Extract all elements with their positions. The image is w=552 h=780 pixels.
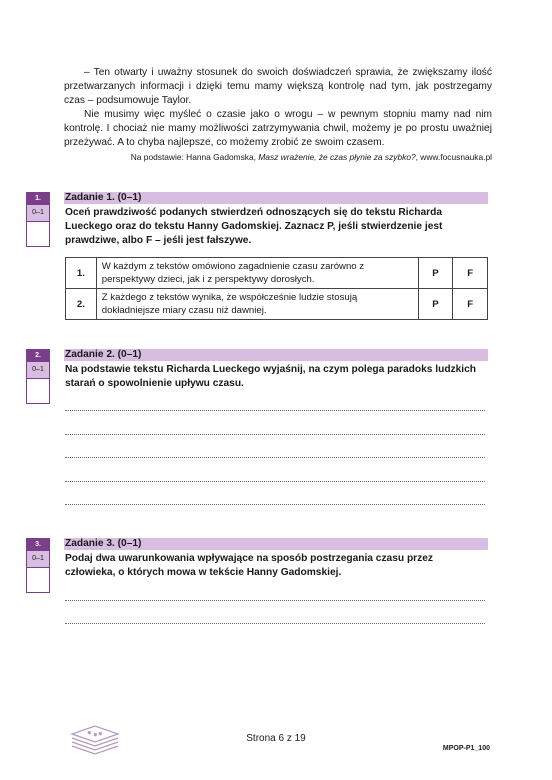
true-false-table <box>65 257 488 320</box>
exam-code: MPOP-P1_100 <box>442 745 490 752</box>
answer-p-option[interactable]: P <box>418 258 453 289</box>
table-row <box>66 289 488 320</box>
task-score-box <box>26 349 50 404</box>
source-title: Masz wrażenie, że czas płynie za szybko? <box>258 152 416 162</box>
task-points: 0–1 <box>27 205 49 222</box>
task-points: 0–1 <box>27 551 49 568</box>
task-number: 2. <box>27 350 49 362</box>
source-citation <box>64 152 492 162</box>
answer-f-option[interactable]: F <box>453 258 488 289</box>
row-number: 1. <box>66 258 97 289</box>
task-heading: Zadanie 3. (0–1) <box>64 538 488 550</box>
task-question: Na podstawie tekstu Richarda Lueckego wyjaśnij, na czym polega paradoks ludzkich starań o spowolnienie upływu czasu. <box>65 364 477 389</box>
row-statement: Z każdego z tekstów wynika, że współcześnie ludzie stosują dokładniejsze miary czasu niż dawniej. <box>96 289 418 320</box>
task-question: Oceń prawdziwość podanych stwierdzeń odnoszących się do tekstu Richarda Lueckego oraz do tekstu Hanny Gadomskiej. Zaznacz P, jeśli stwierdzenie jest prawdziwe, albo F – jeśli jest fałszywe. <box>65 207 443 246</box>
source-suffix: , www.focusnauka.pl <box>415 152 492 162</box>
task-heading: Zadanie 1. (0–1) <box>64 192 488 204</box>
table-row <box>66 258 488 289</box>
answer-line[interactable] <box>65 434 485 435</box>
task-question: Podaj dwa uwarunkowania wpływające na sposób postrzegania czasu przez człowieka, o których mowa w tekście Hanny Gadomskiej. <box>65 553 433 578</box>
row-statement: W każdym z tekstów omówiono zagadnienie czasu zarówno z perspektywy dzieci, jak i z perspektywy dorosłych. <box>96 258 418 289</box>
answer-f-option[interactable]: F <box>453 289 488 320</box>
task-number: 3. <box>27 539 49 551</box>
source-prefix: Na podstawie: Hanna Gadomska, <box>130 152 259 162</box>
task-score-box <box>26 538 50 593</box>
score-field[interactable] <box>27 222 49 246</box>
answer-line[interactable] <box>65 457 485 458</box>
answer-line[interactable] <box>65 504 485 505</box>
answer-line[interactable] <box>65 600 485 601</box>
intro-paragraph: – Ten otwarty i uważny stosunek do swoich doświadczeń sprawia, że zwiększamy ilość przetwarzanych informacji i dzięki temu mamy większą kontrolę nad tym, jak postrzegamy czas – podsumowuje Taylor. <box>64 67 492 106</box>
task-number: 1. <box>27 193 49 205</box>
task-score-box <box>26 192 50 247</box>
answer-line[interactable] <box>65 623 485 624</box>
intro-paragraph: Nie musimy więc myśleć o czasie jako o wrogu – w pewnym stopniu mamy nad nim kontrolę. I chociaż nie mamy możliwości zatrzymywania chwil, możemy je po prostu uważniej przeżywać. A to chyba najlepsze, co możemy zrobić ze swoim czasem. <box>64 109 492 148</box>
task-heading: Zadanie 2. (0–1) <box>64 349 488 361</box>
task-points: 0–1 <box>27 362 49 379</box>
row-number: 2. <box>66 289 97 320</box>
page-number: Strona 6 z 19 <box>246 733 306 744</box>
intro-text <box>64 66 492 150</box>
score-field[interactable] <box>27 379 49 403</box>
answer-p-option[interactable]: P <box>418 289 453 320</box>
answer-line[interactable] <box>65 410 485 411</box>
answer-line[interactable] <box>65 481 485 482</box>
score-field[interactable] <box>27 568 49 592</box>
